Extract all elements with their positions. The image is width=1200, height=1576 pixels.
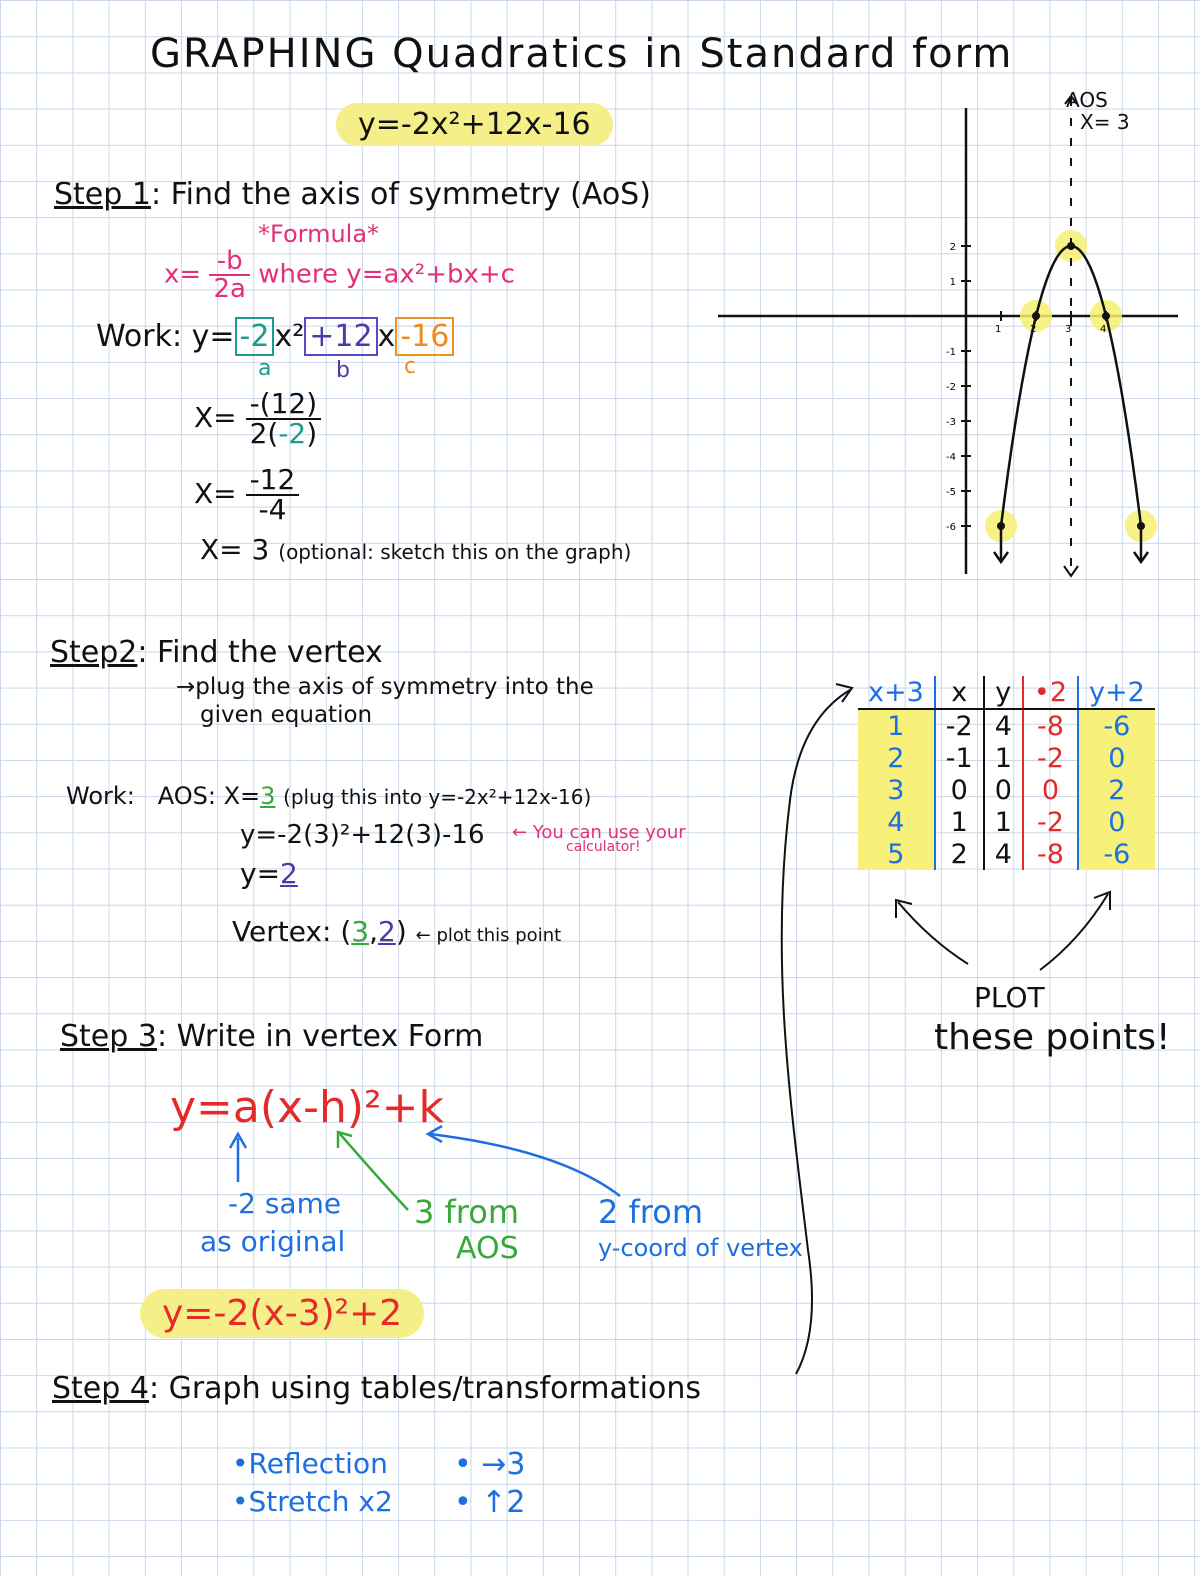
table-cell: 1 [858,709,935,742]
vertex-sep: , [369,915,378,948]
line2-num: -12 [246,466,300,496]
y-tick-label: 1 [949,277,956,288]
step2-bullet1: →plug the axis of symmetry into the [176,674,594,700]
table-row [858,774,1155,806]
y-tick-label: -5 [946,487,956,498]
table-cell: 4 [984,709,1023,742]
step1-work-label: Work: [96,319,183,354]
y-tick-label: -1 [946,347,956,358]
term-b: +12 [304,317,377,356]
step2-work-label: Work: [66,782,135,810]
table-cell: -6 [1078,709,1155,742]
transform-shift-up: • ↑2 [454,1485,526,1520]
table-cell: 0 [935,774,984,806]
aos-val: 3 [260,782,276,810]
aos-line [1064,96,1078,576]
plotted-point [997,522,1005,530]
line3-note: (optional: sketch this on the graph) [278,540,632,564]
calc-note1: ← You can use your [512,822,686,843]
plotted-point [1032,312,1040,320]
table-cell: 2 [1078,774,1155,806]
term-a: -2 [235,317,275,356]
ann-h2: AOS [456,1231,519,1266]
x-tick-label: 4 [1100,324,1107,335]
step2-label: Step2 [50,635,138,670]
y-tick-label: -6 [946,522,956,533]
table-cell: -6 [1078,838,1155,870]
x-tick-label: 1 [995,324,1002,335]
sub-a: a [258,356,272,381]
values-table [858,676,1155,870]
term-x: x [377,319,396,354]
term-c: -16 [395,317,454,356]
header-y-plus-2: y+2 [1078,676,1155,709]
table-cell: -2 [935,709,984,742]
plot-note1: PLOT [974,981,1045,1014]
x-tick-label: 3 [1065,324,1072,335]
table-cell: -2 [1023,742,1078,774]
term-x2: x² [274,319,305,354]
y-tick-label: -4 [946,452,956,463]
line2-lhs: X= [194,477,237,510]
transform-reflection: •Reflection [232,1447,388,1480]
plot-note2: these points! [934,1017,1171,1058]
formula-where: where y=ax²+bx+c [258,259,515,290]
table-cell: 4 [984,838,1023,870]
vertex-form-result-text: y=-2(x-3)²+2 [140,1289,424,1338]
line1-den-val: -2 [278,417,307,450]
formula-den: 2a [213,274,246,304]
header-x-plus-3: x+3 [858,676,935,709]
table-row [858,742,1155,774]
header-x: x [935,676,984,709]
ann-h1: 3 from [414,1193,519,1231]
step4-label: Step 4 [52,1371,149,1406]
step3-label: Step 3 [60,1019,157,1054]
ann-a2: as original [200,1225,346,1258]
table-cell: 1 [984,742,1023,774]
table-cell: 2 [935,838,984,870]
table-row [858,709,1155,742]
step4-text: : Graph using tables/transformations [148,1371,701,1406]
step2-bullet2: given equation [200,702,373,728]
aos-label1: AOS [1066,88,1108,112]
table-cell: 5 [858,838,935,870]
aos-note: (plug this into y=-2x²+12x-16) [283,785,592,809]
ann-a1: -2 same [228,1187,342,1220]
ann-k1: 2 from [598,1193,703,1231]
transform-shift-right: • →3 [454,1447,526,1482]
plotted-point [1067,242,1075,250]
sub-line: y=-2(3)²+12(3)-16 [240,820,485,850]
table-header-row [858,676,1155,709]
line1-den-post: ) [306,417,318,450]
vertex-post: ) [395,915,407,948]
table-cell: 4 [858,806,935,838]
table-cell: -8 [1023,709,1078,742]
vertex-x: 3 [351,915,370,948]
ann-k2: y-coord of vertex [598,1234,803,1262]
header-times-2: •2 [1023,676,1078,709]
vertex-pre: Vertex: ( [232,915,352,948]
y-tick-label: -3 [946,417,956,428]
sub-b: b [336,358,350,383]
graph-ticks [946,242,1106,533]
transform-stretch: •Stretch x2 [232,1485,393,1518]
line1-lhs: X= [194,401,237,434]
table-cell: 3 [858,774,935,806]
page-title: GRAPHING Quadratics in Standard form [150,31,1014,77]
table-cell: 0 [1078,742,1155,774]
header-y: y [984,676,1023,709]
work-y: y= [191,319,235,354]
formula-label: *Formula* [258,220,380,248]
formula-x: x= [164,259,202,290]
table-cell: -8 [1023,838,1078,870]
step2-text: : Find the vertex [137,635,383,670]
x-tick-label: 2 [1030,324,1037,335]
vertex-note: ← plot this point [415,925,562,946]
aos-label2: X= 3 [1080,110,1130,134]
y-tick-label: 2 [949,242,956,253]
table-cell: 0 [1023,774,1078,806]
line3-text: X= 3 [200,533,270,566]
table-cell: -2 [1023,806,1078,838]
table-cell: 2 [858,742,935,774]
step1-label: Step 1 [54,177,151,212]
y-pre: y= [240,857,281,890]
y-val: 2 [280,857,298,890]
graph-axes [718,108,1178,574]
table-cell: 0 [1078,806,1155,838]
line1-num: -(12) [246,390,322,420]
formula-num: -b [209,248,249,276]
line2-den: -4 [258,493,287,526]
table-cell: 1 [935,806,984,838]
vertex-form: y=a(x-h)²+k [170,1082,444,1133]
line1-den-pre: 2( [249,417,279,450]
vertex-y: 2 [378,915,396,948]
table-cell: -1 [935,742,984,774]
table-cell: 1 [984,806,1023,838]
step1-text: : Find the axis of symmetry (AoS) [150,177,651,212]
calc-note2: calculator! [566,839,641,855]
sub-c: c [404,354,417,379]
table-cell: 0 [984,774,1023,806]
table-row [858,806,1155,838]
y-tick-label: -2 [946,382,956,393]
given-equation-text: y=-2x²+12x-16 [336,103,613,146]
plotted-point [1137,522,1145,530]
step3-text: : Write in vertex Form [156,1019,484,1054]
aos-line-pre: AOS: X= [157,782,261,810]
aos-arrow-down [1064,566,1078,576]
plotted-point [1102,312,1110,320]
table-row [858,838,1155,870]
